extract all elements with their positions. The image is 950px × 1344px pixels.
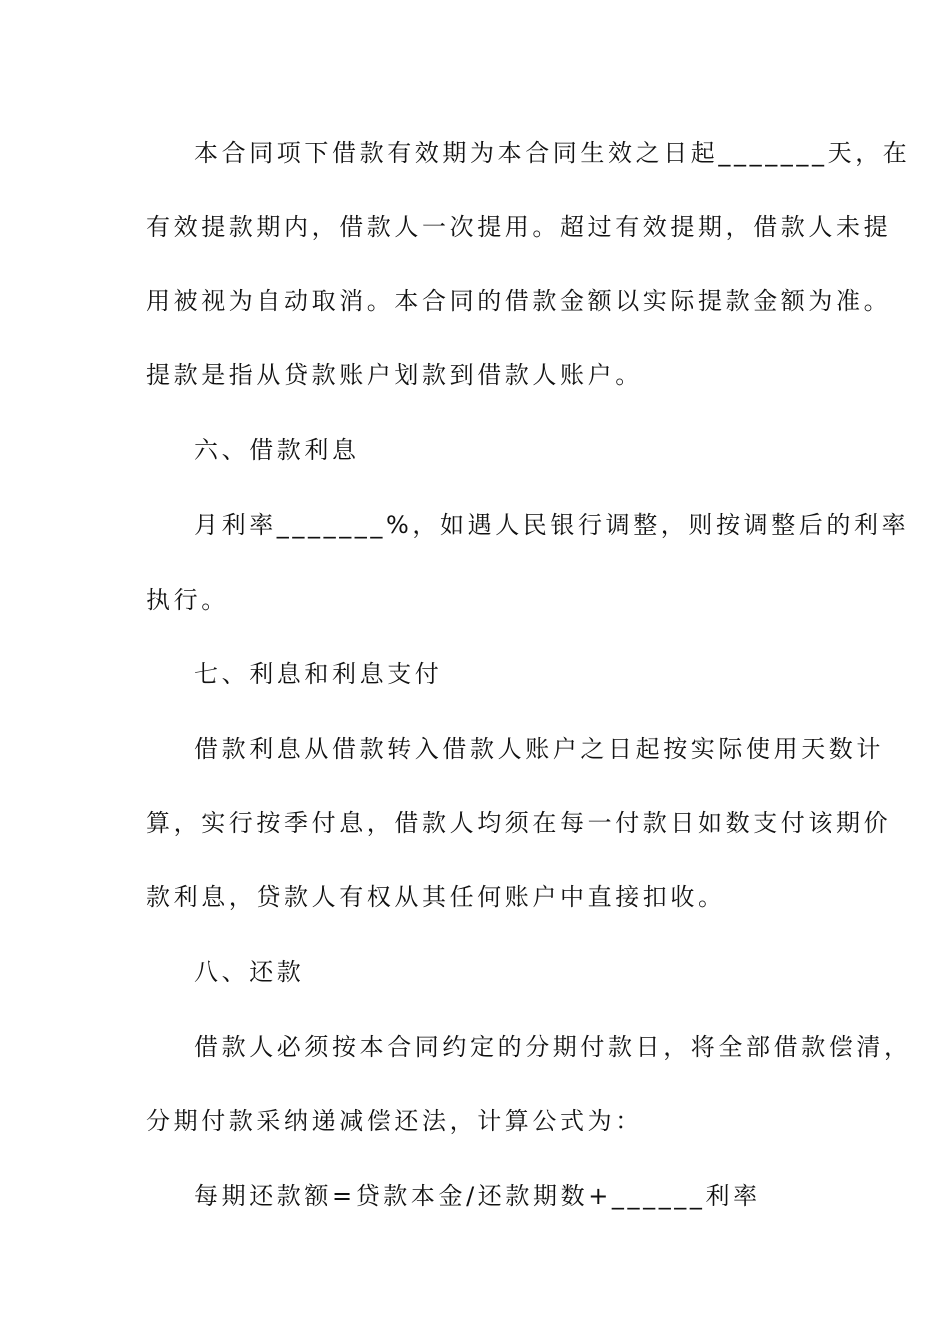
paragraph-interest-payment-line-1: 借款利息从借款转入借款人账户之日起按实际使用天数计 bbox=[194, 735, 884, 763]
paragraph-loan-validity-line-3: 用被视为自动取消。本合同的借款金额以实际提款金额为准。 bbox=[146, 287, 892, 315]
repayment-formula: 每期还款额=贷款本金/还款期数+______利率 bbox=[194, 1182, 761, 1210]
paragraph-loan-validity-line-2: 有效提款期内，借款人一次提用。超过有效提期，借款人未提 bbox=[146, 213, 892, 241]
paragraph-loan-validity-line-4: 提款是指从贷款账户划款到借款人账户。 bbox=[146, 361, 643, 389]
section-heading-interest: 六、借款利息 bbox=[194, 436, 360, 464]
paragraph-interest-rate-line-1: 月利率_______%，如遇人民银行调整，则按调整后的利率 bbox=[194, 511, 910, 539]
section-heading-repayment: 八、还款 bbox=[194, 958, 305, 986]
paragraph-interest-rate-line-2: 执行。 bbox=[146, 586, 229, 614]
section-heading-interest-payment: 七、利息和利息支付 bbox=[194, 660, 443, 688]
paragraph-loan-validity-line-1: 本合同项下借款有效期为本合同生效之日起_______天，在 bbox=[194, 139, 911, 167]
paragraph-repayment-line-2: 分期付款采纳递减偿还法，计算公式为： bbox=[146, 1107, 643, 1135]
paragraph-repayment-line-1: 借款人必须按本合同约定的分期付款日，将全部借款偿清， bbox=[194, 1033, 912, 1061]
paragraph-interest-payment-line-2: 算，实行按季付息，借款人均须在每一付款日如数支付该期价 bbox=[146, 809, 892, 837]
paragraph-interest-payment-line-3: 款利息，贷款人有权从其任何账户中直接扣收。 bbox=[146, 883, 726, 911]
